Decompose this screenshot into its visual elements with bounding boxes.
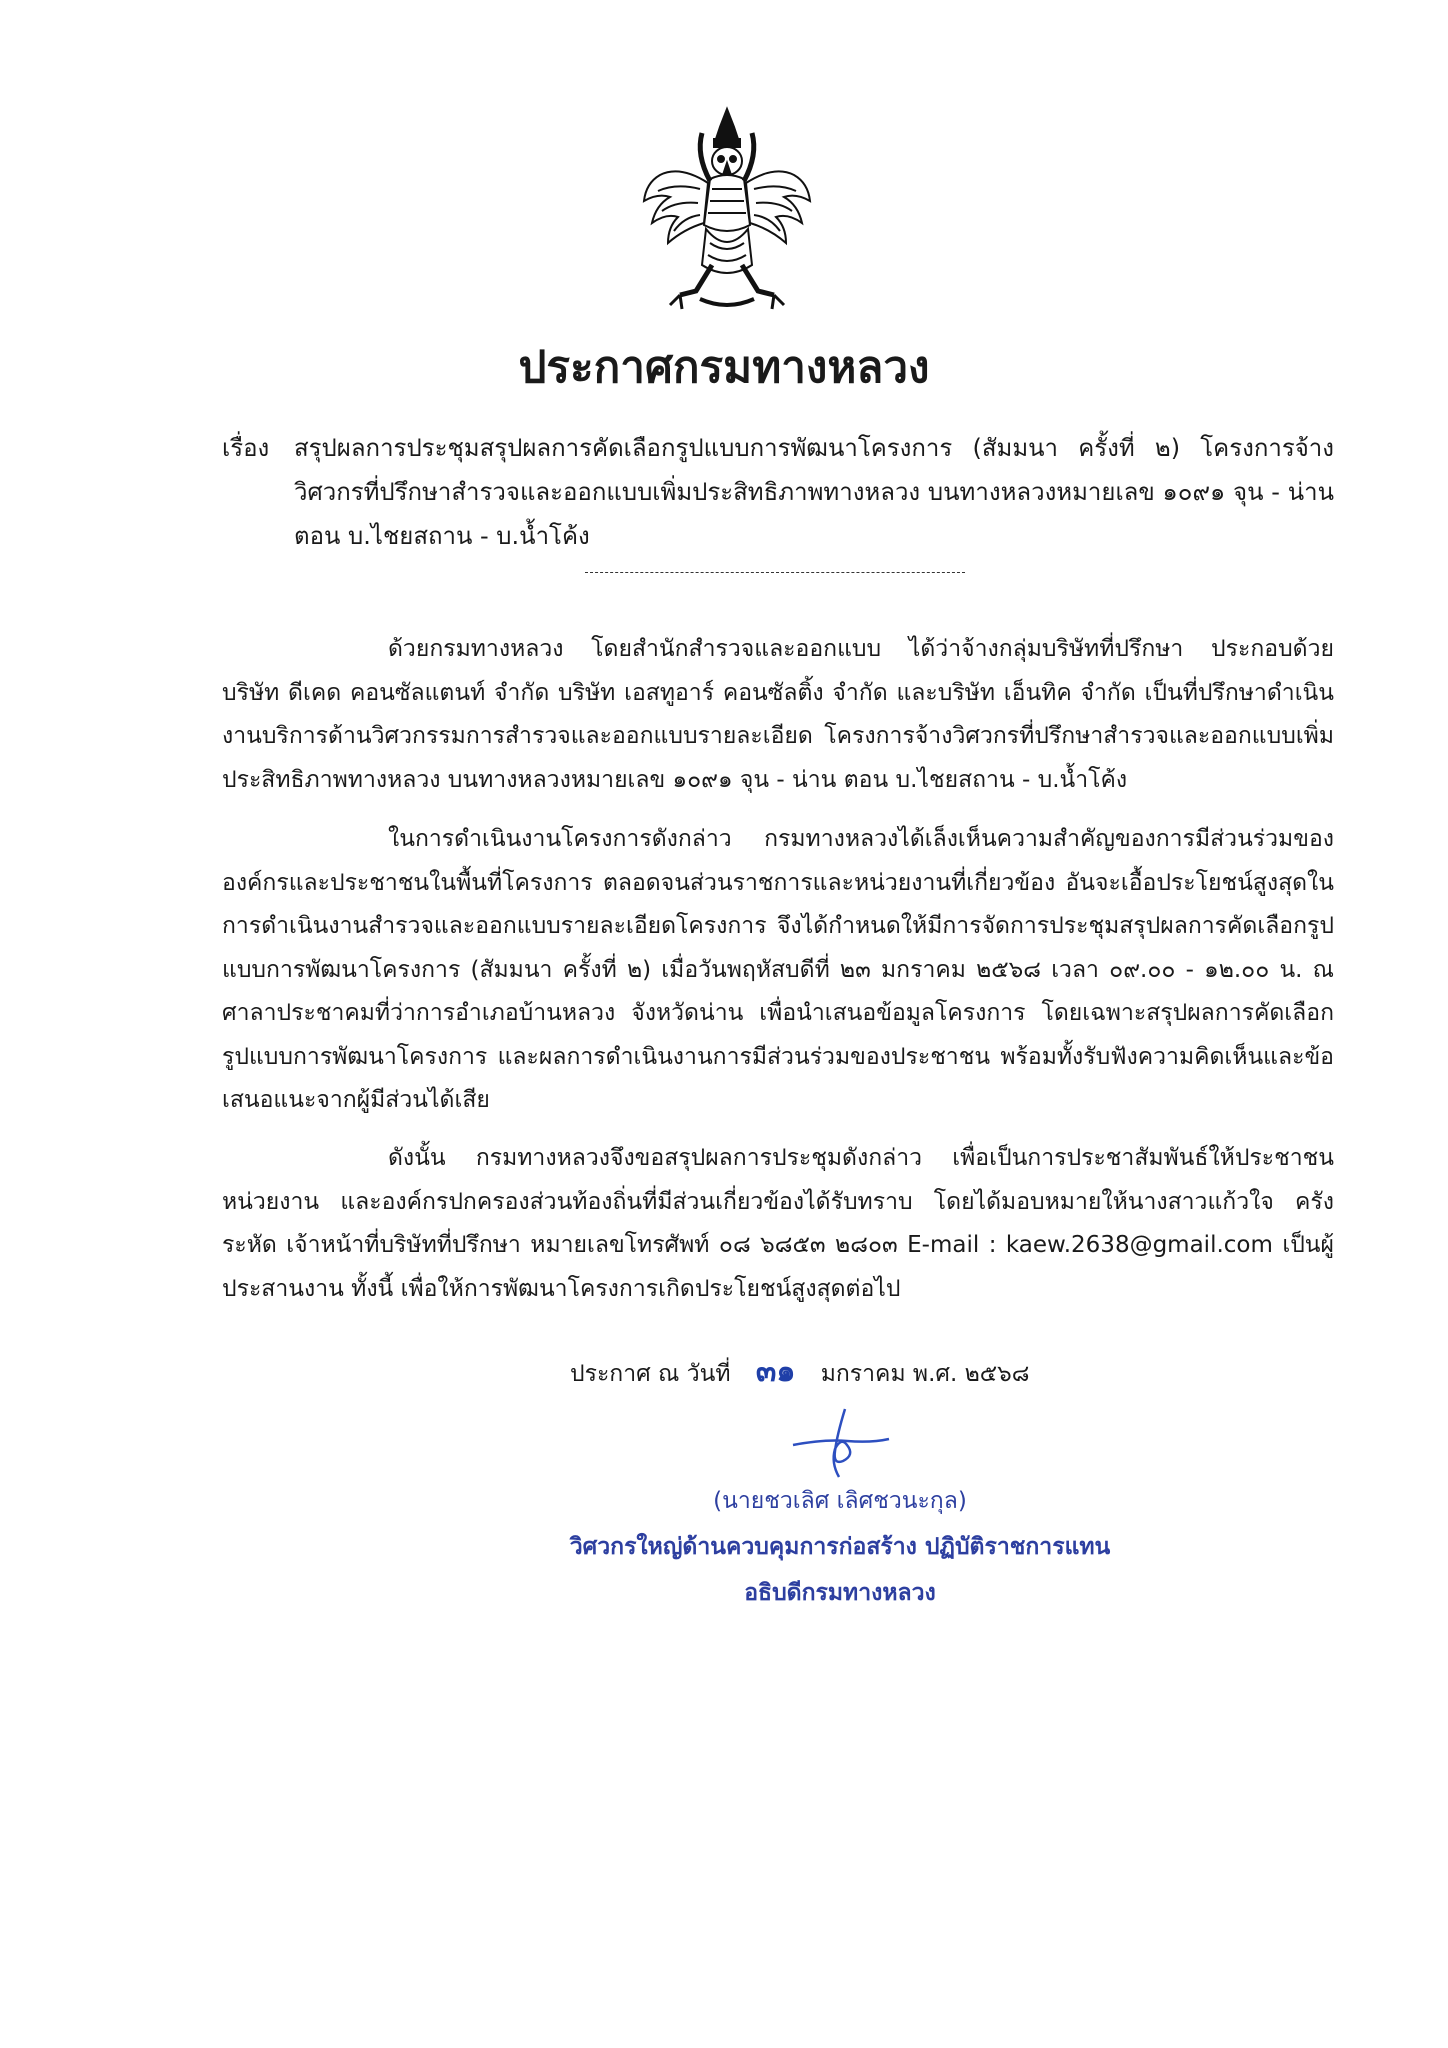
subject-text: สรุปผลการประชุมสรุปผลการคัดเลือกรูปแบบการพัฒนาโครงการ (สัมมนา ครั้งที่ ๒) โครงการจ้างวิศวกรที่ปรึกษาสำรวจและออกแบบเพิ่มประสิทธิภาพทางหลวง บนทางหลวงหมายเลข ๑๐๙๑ จุน - น่าน ตอน บ.ไชยสถาน - บ.น้ำโค้ง bbox=[294, 434, 1334, 550]
signatory-name: (นายชวเลิศ เลิศชวนะกุล) bbox=[713, 1488, 967, 1514]
subject-label: เรื่อง bbox=[222, 434, 270, 462]
signatory-position: วิศวกรใหญ่ด้านควบคุมการก่อสร้าง ปฏิบัติราชการแทน bbox=[569, 1534, 1111, 1560]
divider-line bbox=[585, 572, 965, 573]
announcement-month-year: มกราคม พ.ศ. ๒๕๖๘ bbox=[820, 1361, 1030, 1387]
body-paragraph-1: ด้วยกรมทางหลวง โดยสำนักสำรวจและออกแบบ ได้ว่าจ้างกลุ่มบริษัทที่ปรึกษา ประกอบด้วย บริษัท ดีเคด คอนซัลแตนท์ จำกัด บริษัท เอสทูอาร์ คอนซัลติ้ง จำกัด และบริษัท เอ็นทิค จำกัด เป็นที่ปรึกษาดำเนินงานบริการด้านวิศวกรรมการสำรวจและออกแบบรายละเอียด โครงการจ้างวิศวกรที่ปรึกษาสำรวจและออกแบบเพิ่มประสิทธิภาพทางหลวง บนทางหลวงหมายเลข ๑๐๙๑ จุน - น่าน ตอน บ.ไชยสถาน - บ.น้ำโค้ง bbox=[222, 636, 1334, 793]
announcement-day: ๓๑ bbox=[755, 1354, 796, 1389]
document-title: ประกาศกรมทางหลวง bbox=[518, 342, 930, 393]
announcement-prefix: ประกาศ ณ วันที่ bbox=[570, 1361, 731, 1387]
body-paragraph-2: ในการดำเนินงานโครงการดังกล่าว กรมทางหลวงได้เล็งเห็นความสำคัญของการมีส่วนร่วมขององค์กรและประชาชนในพื้นที่โครงการ ตลอดจนส่วนราชการและหน่วยงานที่เกี่ยวข้อง อันจะเอื้อประโยชน์สูงสุดในการดำเนินงานสำรวจและออกแบบรายละเอียดโครงการ จึงได้กำหนดให้มีการจัดการประชุมสรุปผลการคัดเลือกรูปแบบการพัฒนาโครงการ (สัมมนา ครั้งที่ ๒) เมื่อวันพฤหัสบดีที่ ๒๓ มกราคม ๒๕๖๘ เวลา ๐๙.๐๐ - ๑๒.๐๐ น. ณ ศาลาประชาคมที่ว่าการอำเภอบ้านหลวง จังหวัดน่าน เพื่อนำเสนอข้อมูลโครงการ โดยเฉพาะสรุปผลการคัดเลือกรูปแบบการพัฒนาโครงการ และผลการดำเนินงานการมีส่วนร่วมของประชาชน พร้อมทั้งรับฟังความคิดเห็นและข้อเสนอแนะจากผู้มีส่วนได้เสีย bbox=[222, 826, 1334, 1113]
garuda-emblem-icon bbox=[640, 105, 815, 315]
signatory-organization: อธิบดีกรมทางหลวง bbox=[744, 1580, 936, 1606]
signatory-block bbox=[540, 1478, 1140, 1616]
body-paragraph-3: ดังนั้น กรมทางหลวงจึงขอสรุปผลการประชุมดังกล่าว เพื่อเป็นการประชาสัมพันธ์ให้ประชาชน หน่วยงาน และองค์กรปกครองส่วนท้องถิ่นที่มีส่วนเกี่ยวข้องได้รับทราบ โดยได้มอบหมายให้นางสาวแก้วใจ ครังระหัด เจ้าหน้าที่บริษัทที่ปรึกษา หมายเลขโทรศัพท์ ๐๘ ๖๘๕๓ ๒๘๐๓ E-mail : kaew.2638@gmail.com เป็นผู้ประสานงาน ทั้งนี้ เพื่อให้การพัฒนาโครงการเกิดประโยชน์สูงสุดต่อไป bbox=[222, 1145, 1334, 1302]
announcement-date bbox=[570, 1350, 1030, 1396]
handwritten-signature bbox=[785, 1405, 895, 1480]
